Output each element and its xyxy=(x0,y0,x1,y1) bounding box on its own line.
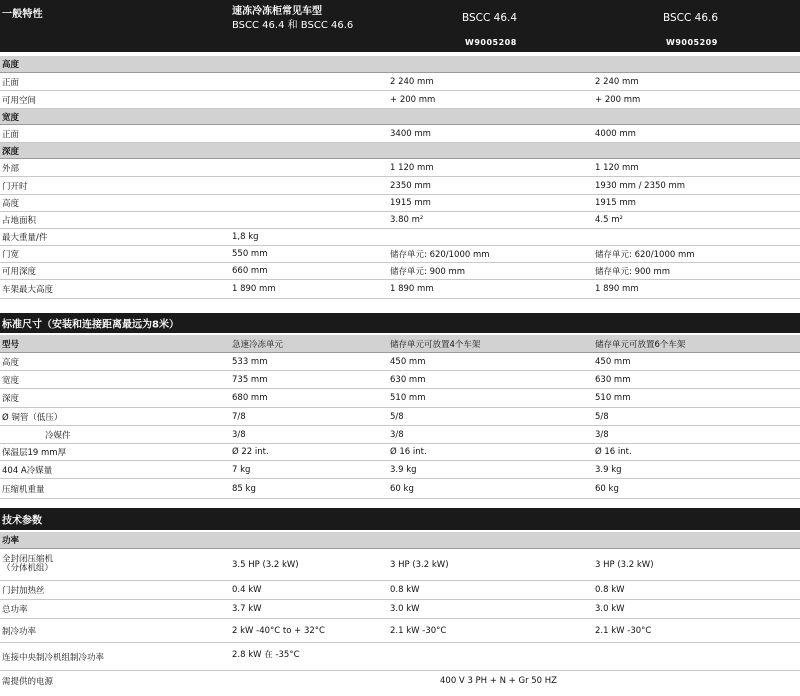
row-label: 门开时 xyxy=(2,181,28,192)
table-row-model xyxy=(0,335,800,353)
cell-value: 1 120 mm xyxy=(390,162,434,173)
row-label: 外部 xyxy=(2,163,20,174)
section-band-tech xyxy=(0,508,800,530)
row-label: 最大重量/件 xyxy=(2,233,48,243)
cell-value: 储存单元: 900 mm xyxy=(390,267,466,277)
header-model-line2: BSCC 46.4 和 BSCC 46.6 xyxy=(232,20,354,31)
table-row xyxy=(0,263,800,280)
table-row xyxy=(0,91,800,109)
cell-value: 储存单元可放置4个车架 xyxy=(390,339,481,350)
row-label: 正面 xyxy=(2,129,20,140)
table-row xyxy=(0,671,800,691)
header-model-b: BSCC 46.6 xyxy=(663,12,719,24)
group-label: 高度 xyxy=(2,60,20,70)
table-row xyxy=(0,643,800,671)
group-depth xyxy=(0,143,800,159)
header-model-line1: 速冻冷冻柜常见车型 xyxy=(232,6,322,17)
row-label: 深度 xyxy=(2,394,20,404)
table-row xyxy=(0,73,800,91)
cell-value: 3.9 kg xyxy=(595,464,622,475)
table-row xyxy=(0,229,800,246)
cell-value: 1915 mm xyxy=(390,198,431,208)
header-model-title xyxy=(232,5,353,33)
row-label: 冷媒件 xyxy=(45,430,71,441)
cell-value: 3 HP (3.2 kW) xyxy=(390,559,449,570)
table-header xyxy=(0,0,800,52)
row-label-line2: （分体机组） xyxy=(2,563,54,574)
cell-value: 3/8 xyxy=(232,429,246,440)
row-label: 占地面积 xyxy=(2,216,37,226)
row-label: 保温层19 mm厚 xyxy=(2,448,67,458)
row-label: 可用空间 xyxy=(2,95,37,106)
cell-value: 3.0 kW xyxy=(390,604,420,614)
cell-value: Ø 16 int. xyxy=(595,447,632,457)
row-label: 制冷功率 xyxy=(2,626,37,637)
cell-value: 450 mm xyxy=(390,356,426,367)
cell-value: 2.1 kW -30°C xyxy=(390,625,447,636)
row-label: 车架最大高度 xyxy=(2,285,54,295)
cell-value: 2350 mm xyxy=(390,180,431,191)
header-general-label: 一般特性 xyxy=(2,9,43,20)
cell-value: 1 890 mm xyxy=(232,284,276,294)
cell-value: 储存单元: 620/1000 mm xyxy=(595,250,695,260)
cell-value: 680 mm xyxy=(232,393,268,403)
row-label-line1: 全封闭压缩机 xyxy=(2,554,54,564)
cell-value: Ø 22 int. xyxy=(232,447,269,457)
cell-value: 60 kg xyxy=(390,483,414,494)
table-row xyxy=(0,389,800,408)
row-label: 宽度 xyxy=(2,375,20,386)
row-label: 门宽 xyxy=(2,250,20,260)
cell-value: 5/8 xyxy=(595,411,609,422)
table-row xyxy=(0,246,800,263)
table-row xyxy=(0,125,800,143)
cell-value: 0.4 kW xyxy=(232,585,262,595)
table-row xyxy=(0,212,800,229)
row-label xyxy=(2,555,53,574)
table-row xyxy=(0,461,800,479)
cell-value: 1 120 mm xyxy=(595,162,639,173)
cell-value: 400 V 3 PH + N + Gr 50 HZ xyxy=(440,676,557,686)
cell-value: 3.80 m² xyxy=(390,215,424,225)
group-label: 深度 xyxy=(2,146,20,157)
table-row xyxy=(0,444,800,461)
cell-value: 1 890 mm xyxy=(595,284,639,294)
table-row xyxy=(0,159,800,177)
header-model-a: BSCC 46.4 xyxy=(462,12,518,24)
group-label: 功率 xyxy=(2,536,20,546)
cell-value: Ø 16 int. xyxy=(390,447,427,457)
row-label: 高度 xyxy=(2,199,20,209)
table-row xyxy=(0,353,800,371)
cell-value: 450 mm xyxy=(595,356,631,367)
table-row xyxy=(0,619,800,643)
cell-value: 60 kg xyxy=(595,483,619,494)
cell-value: 3.0 kW xyxy=(595,604,625,614)
cell-value: 510 mm xyxy=(390,393,426,403)
header-code-b: W9005209 xyxy=(666,38,718,47)
table-row xyxy=(0,371,800,389)
table-row xyxy=(0,549,800,581)
cell-value: 1 890 mm xyxy=(390,284,434,294)
group-power xyxy=(0,532,800,549)
cell-value: 急速冷冻单元 xyxy=(232,339,284,350)
cell-value: 3.9 kg xyxy=(390,464,417,475)
cell-value: 510 mm xyxy=(595,393,631,403)
cell-value: 550 mm xyxy=(232,249,268,259)
cell-value: 3400 mm xyxy=(390,128,431,139)
cell-value: 3.7 kW xyxy=(232,604,262,614)
table-row xyxy=(0,195,800,212)
row-label: 门封加热丝 xyxy=(2,586,45,596)
cell-value: 3/8 xyxy=(390,429,404,440)
cell-value: 2.1 kW -30°C xyxy=(595,625,652,636)
cell-value: 1915 mm xyxy=(595,198,636,208)
cell-value: 2.8 kW 在 -35°C xyxy=(232,649,300,660)
cell-value: 储存单元可放置6个车架 xyxy=(595,339,686,350)
cell-value: 630 mm xyxy=(390,374,426,385)
row-label: 可用深度 xyxy=(2,267,37,277)
row-label: 连接中央制冷机组制冷功率 xyxy=(2,652,105,663)
table-row xyxy=(0,581,800,600)
row-label: Ø 铜管（低压） xyxy=(2,412,63,423)
cell-value: 2 240 mm xyxy=(595,76,639,87)
row-label: 总功率 xyxy=(2,605,28,615)
cell-value: 2 240 mm xyxy=(390,76,434,87)
cell-value: + 200 mm xyxy=(595,94,641,105)
cell-value: 660 mm xyxy=(232,266,268,276)
cell-value: 1,8 kg xyxy=(232,232,259,242)
row-label: 压缩机重量 xyxy=(2,484,45,495)
row-label: 正面 xyxy=(2,77,20,88)
cell-value: 4.5 m² xyxy=(595,215,623,225)
cell-value: 7/8 xyxy=(232,411,246,422)
cell-value: 0.8 kW xyxy=(595,585,625,595)
cell-value: + 200 mm xyxy=(390,94,436,105)
table-row xyxy=(0,426,800,444)
table-row xyxy=(0,600,800,619)
row-label: 需提供的电源 xyxy=(2,677,54,687)
cell-value: 85 kg xyxy=(232,483,256,494)
row-label: 高度 xyxy=(2,357,20,368)
cell-value: 储存单元: 620/1000 mm xyxy=(390,250,490,260)
row-label: 型号 xyxy=(2,339,20,350)
cell-value: 533 mm xyxy=(232,356,268,367)
cell-value: 储存单元: 900 mm xyxy=(595,267,671,277)
section-title: 标准尺寸（安装和连接距离最远为8米） xyxy=(2,319,179,331)
group-height xyxy=(0,56,800,73)
table-row xyxy=(0,479,800,499)
cell-value: 3/8 xyxy=(595,429,609,440)
table-row xyxy=(0,408,800,426)
cell-value: 2 kW -40°C to + 32°C xyxy=(232,625,325,636)
table-row xyxy=(0,177,800,195)
group-width xyxy=(0,109,800,125)
cell-value: 3.5 HP (3.2 kW) xyxy=(232,559,299,570)
cell-value: 7 kg xyxy=(232,464,251,475)
header-code-a: W9005208 xyxy=(465,38,517,47)
cell-value: 630 mm xyxy=(595,374,631,385)
group-label: 宽度 xyxy=(2,112,20,123)
section-band-standard xyxy=(0,313,800,333)
table-row xyxy=(0,280,800,299)
cell-value: 1930 mm / 2350 mm xyxy=(595,180,686,191)
section-title: 技术参数 xyxy=(2,515,42,527)
cell-value: 735 mm xyxy=(232,374,268,385)
row-label: 404 A冷媒量 xyxy=(2,465,53,476)
cell-value: 0.8 kW xyxy=(390,585,420,595)
cell-value: 3 HP (3.2 kW) xyxy=(595,559,654,570)
cell-value: 4000 mm xyxy=(595,128,636,139)
cell-value: 5/8 xyxy=(390,411,404,422)
